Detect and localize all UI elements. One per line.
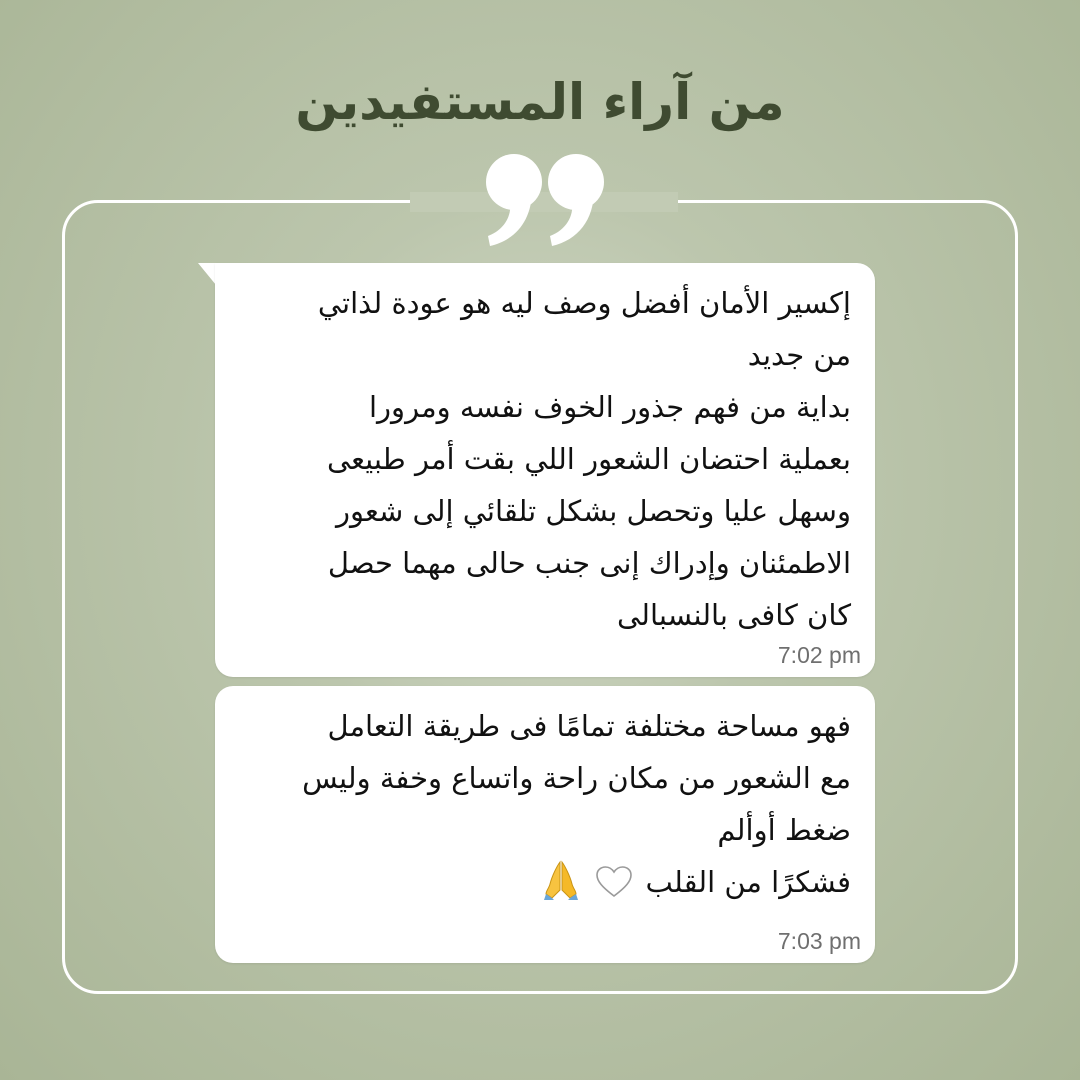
message-line: وسهل عليا وتحصل بشكل تلقائي إلى شعور [335, 494, 851, 528]
message-text [241, 700, 851, 908]
closing-text: فشكرًا من القلب [645, 865, 851, 899]
message-line: فهو مساحة مختلفة تمامًا فى طريقة التعامل [327, 709, 851, 743]
folded-hands-icon [543, 860, 579, 900]
message-line: كان كافى بالنسبالى [616, 598, 851, 632]
message-timestamp: 7:03 pm [777, 928, 861, 954]
message-line: ضغط أوألم [717, 813, 851, 847]
message-bubble [215, 263, 875, 677]
message-line: من جديد [747, 338, 851, 372]
white-heart-icon [596, 866, 632, 898]
bubble-tail [198, 263, 216, 285]
message-closing-line [241, 856, 851, 908]
message-line: بداية من فهم جذور الخوف نفسه ومرورا [369, 390, 851, 424]
message-line: بعملية احتضان الشعور اللي بقت أمر طبيعى [326, 442, 851, 476]
message-text [241, 277, 851, 641]
page-title: من آراء المستفيدين [295, 73, 785, 131]
message-line: الاطمئنان وإدراك إنى جنب حالى مهما حصل [327, 546, 851, 580]
message-line: مع الشعور من مكان راحة واتساع وخفة وليس [302, 761, 851, 795]
message-bubble [215, 686, 875, 963]
quote-icon [470, 150, 610, 250]
message-timestamp: 7:02 pm [777, 642, 861, 668]
message-line: إكسير الأمان أفضل وصف ليه هو عودة لذاتي [317, 286, 851, 320]
